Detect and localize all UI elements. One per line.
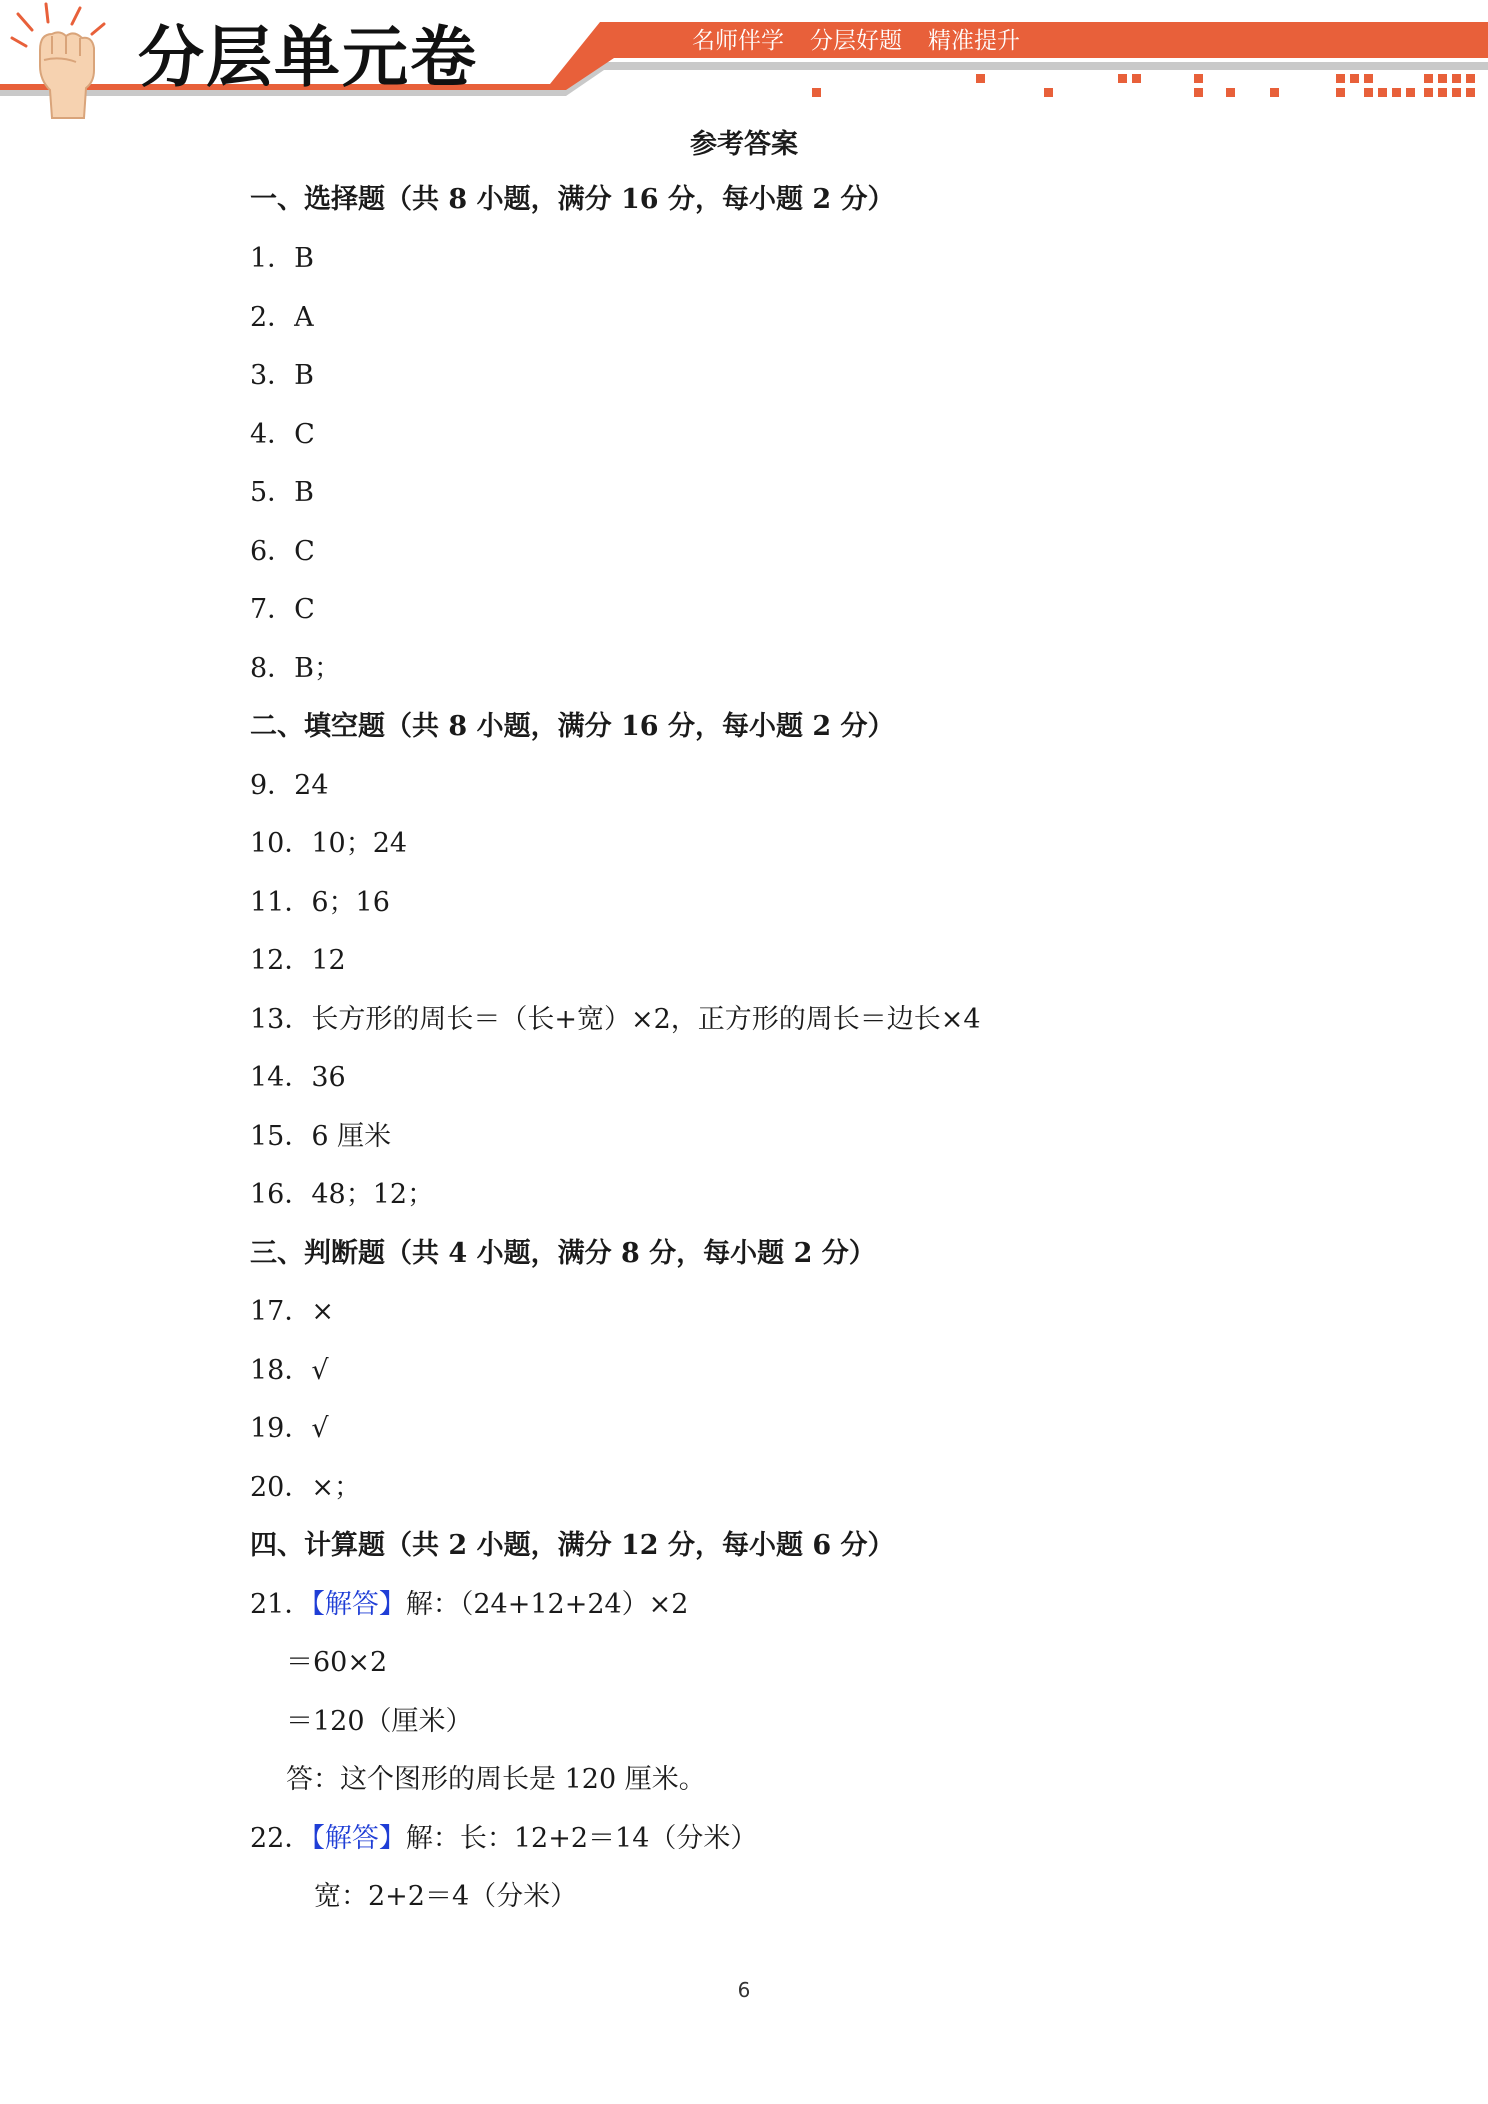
slogan-1: 名师伴学 — [692, 28, 784, 54]
page-number: 6 — [737, 1978, 751, 2002]
answer-item: 12．12 — [250, 945, 346, 976]
answer-item: 15．6 厘米 — [250, 1121, 392, 1152]
answer-item: 9．24 — [250, 770, 329, 801]
section-heading-choice: 一、选择题（共 8 小题，满分 16 分，每小题 2 分） — [250, 184, 895, 215]
answer-item: 4．C — [250, 419, 315, 450]
answer-item: 6．C — [250, 536, 315, 567]
solution-tag: 【解答】 — [311, 1823, 406, 1854]
section-heading-fill: 二、填空题（共 8 小题，满分 16 分，每小题 2 分） — [250, 711, 895, 742]
slogan-group — [692, 22, 1020, 55]
answer-item: 5．B — [250, 477, 315, 508]
answer-item: 11．6；16 — [250, 887, 390, 918]
raised-fist-icon — [0, 0, 130, 120]
solution-tag: 【解答】 — [311, 1589, 406, 1620]
answer-item-22 — [250, 1821, 757, 1857]
solution-answer: 答：这个图形的周长是 120 厘米。 — [286, 1764, 706, 1795]
slogan-2: 分层好题 — [810, 28, 902, 54]
answer-item: 16．48；12； — [250, 1179, 435, 1210]
answer-item: 13．长方形的周长＝（长+宽）×2，正方形的周长＝边长×4 — [250, 1004, 981, 1035]
question-number: 21． — [250, 1589, 312, 1620]
section-heading-judge: 三、判断题（共 4 小题，满分 8 分，每小题 2 分） — [250, 1238, 876, 1269]
solution-step: 宽：2+2＝4（分米） — [314, 1881, 578, 1912]
answer-item: 18．√ — [250, 1355, 329, 1386]
answer-item: 14．36 — [250, 1062, 346, 1093]
solution-step: ＝60×2 — [286, 1647, 388, 1678]
answer-item: 10．10；24 — [250, 828, 408, 859]
solution-step: ＝120（厘米） — [286, 1706, 473, 1737]
answer-key-title: 参考答案 — [690, 129, 798, 160]
brand-title: 分层单元卷 — [138, 19, 478, 96]
answer-item: 7．C — [250, 594, 315, 625]
answer-item: 17．× — [250, 1296, 334, 1327]
section-heading-calc: 四、计算题（共 2 小题，满分 12 分，每小题 6 分） — [250, 1530, 895, 1561]
question-number: 22． — [250, 1823, 312, 1854]
answer-item: 1．B — [250, 243, 315, 274]
slogan-3: 精准提升 — [928, 28, 1020, 54]
answer-item: 8．B； — [250, 653, 342, 684]
answer-item: 19．√ — [250, 1413, 329, 1444]
answer-item: 20．×； — [250, 1472, 361, 1503]
answer-item: 2．A — [250, 302, 314, 333]
answer-item: 3．B — [250, 360, 315, 391]
solution-text: 解：（24+12+24）×2 — [405, 1589, 689, 1620]
header-banner — [0, 0, 1488, 110]
solution-text: 解：长：12+2＝14（分米） — [405, 1823, 758, 1854]
answer-item-21 — [250, 1587, 688, 1623]
